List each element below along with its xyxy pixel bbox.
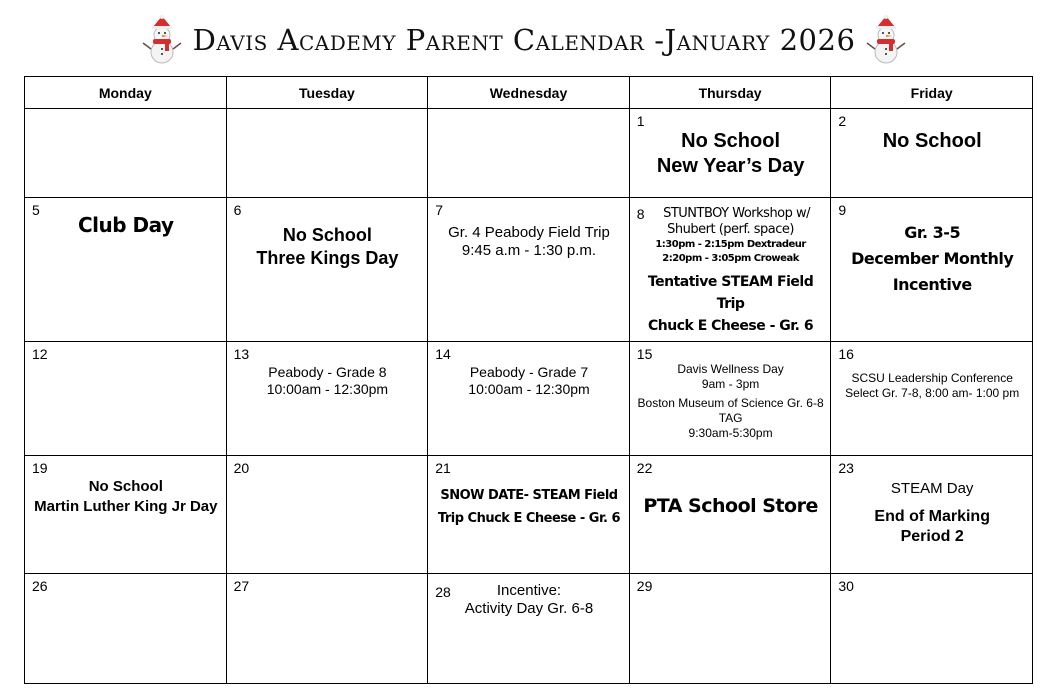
day-number: 6 bbox=[233, 202, 242, 218]
day-cell bbox=[226, 574, 428, 684]
day-cell bbox=[428, 198, 630, 342]
event-text: 2:20pm - 3:05pm Croweak bbox=[662, 253, 799, 264]
day-cell bbox=[831, 574, 1033, 684]
event-text: Incentive bbox=[892, 275, 972, 294]
event-text: STUNTBOY Workshop w/ bbox=[663, 206, 811, 221]
day-number: 8 bbox=[636, 206, 645, 222]
day-number: 27 bbox=[233, 578, 250, 594]
week-row bbox=[25, 574, 1033, 684]
day-cell bbox=[629, 574, 831, 684]
day-cell bbox=[428, 342, 630, 456]
weekday-header: Thursday bbox=[629, 77, 831, 109]
day-number: 12 bbox=[32, 346, 48, 362]
day-number: 16 bbox=[838, 346, 854, 362]
event-text: Boston Museum of Science Gr. 6-8 TAG bbox=[637, 396, 824, 425]
day-cell bbox=[25, 574, 227, 684]
weekday-header: Wednesday bbox=[428, 77, 630, 109]
day-cell bbox=[428, 109, 630, 198]
week-row bbox=[25, 456, 1033, 574]
event-text: 10:00am - 12:30pm bbox=[468, 381, 590, 397]
event-text: SNOW DATE- STEAM Field bbox=[440, 488, 618, 503]
day-cell bbox=[428, 574, 630, 684]
event-text: Incentive: bbox=[496, 582, 562, 599]
event-text: Chuck E Cheese - Gr. 6 bbox=[648, 318, 814, 334]
snowman-icon bbox=[865, 15, 907, 65]
day-cell bbox=[25, 198, 227, 342]
day-number: 22 bbox=[636, 460, 653, 476]
day-number: 7 bbox=[435, 202, 443, 218]
event-text: No School bbox=[282, 225, 372, 245]
day-number: 15 bbox=[636, 346, 653, 362]
page-title: Davis Academy Parent Calendar -January 2026 bbox=[192, 23, 856, 57]
event-text: 9:30am-5:30pm bbox=[688, 426, 773, 440]
event-text: 10:00am - 12:30pm bbox=[266, 381, 389, 397]
event-text: 9am - 3pm bbox=[701, 377, 760, 391]
day-number: 13 bbox=[233, 346, 250, 362]
calendar-grid bbox=[24, 76, 1033, 684]
event-text: Trip Chuck E Cheese - Gr. 6 bbox=[437, 511, 621, 526]
week-row bbox=[25, 198, 1033, 342]
day-number: 2 bbox=[838, 113, 847, 129]
event-text: PTA School Store bbox=[643, 495, 818, 517]
day-number: 23 bbox=[838, 460, 854, 476]
day-cell bbox=[629, 342, 831, 456]
day-cell bbox=[629, 456, 831, 574]
event-text: Martin Luther King Jr Day bbox=[34, 498, 218, 515]
day-cell bbox=[25, 342, 227, 456]
day-number: 21 bbox=[435, 460, 451, 476]
event-text: No School bbox=[681, 130, 781, 152]
event-text: Shubert (perf. space) bbox=[667, 222, 794, 237]
day-cell bbox=[226, 342, 428, 456]
event-text: No School bbox=[88, 478, 163, 495]
calendar-header bbox=[0, 10, 1048, 70]
day-number: 20 bbox=[233, 460, 250, 476]
day-number: 30 bbox=[838, 578, 854, 594]
day-cell bbox=[226, 198, 428, 342]
week-row bbox=[25, 342, 1033, 456]
week-row bbox=[25, 109, 1033, 198]
day-cell bbox=[831, 109, 1033, 198]
day-cell bbox=[25, 456, 227, 574]
day-cell bbox=[428, 456, 630, 574]
day-number: 29 bbox=[636, 578, 653, 594]
snowman-icon bbox=[141, 15, 183, 65]
day-number: 5 bbox=[32, 202, 40, 218]
event-text: Club Day bbox=[78, 213, 174, 237]
event-text: End of Marking bbox=[874, 508, 990, 525]
event-text: 1:30pm - 2:15pm Dextradeur bbox=[655, 239, 806, 250]
day-number: 19 bbox=[32, 460, 48, 476]
event-text: 9:45 a.m - 1:30 p.m. bbox=[461, 242, 597, 259]
day-number: 9 bbox=[838, 202, 847, 218]
weekday-header: Tuesday bbox=[226, 77, 428, 109]
event-text: SCSU Leadership Conference bbox=[851, 371, 1013, 385]
day-number: 28 bbox=[435, 584, 451, 600]
event-text: Period 2 bbox=[900, 528, 964, 545]
event-text: New Year’s Day bbox=[656, 155, 805, 177]
weekday-header-row bbox=[25, 77, 1033, 109]
weekday-header: Friday bbox=[831, 77, 1033, 109]
day-cell bbox=[831, 456, 1033, 574]
event-text: Gr. 3-5 bbox=[904, 223, 961, 242]
event-text: Activity Day Gr. 6-8 bbox=[464, 600, 594, 617]
day-number: 26 bbox=[32, 578, 48, 594]
day-cell bbox=[226, 109, 428, 198]
day-cell bbox=[25, 109, 227, 198]
event-text: STEAM Day bbox=[890, 480, 974, 497]
event-text: December Monthly bbox=[851, 249, 1014, 268]
day-cell bbox=[831, 342, 1033, 456]
day-cell bbox=[226, 456, 428, 574]
event-text: Three Kings Day bbox=[256, 248, 399, 268]
day-cell bbox=[831, 198, 1033, 342]
weekday-header: Monday bbox=[25, 77, 227, 109]
day-cell bbox=[629, 109, 831, 198]
event-text: Tentative STEAM Field Trip bbox=[647, 274, 814, 312]
day-cell bbox=[629, 198, 831, 342]
event-text: No School bbox=[882, 130, 982, 152]
event-text: Select Gr. 7-8, 8:00 am- 1:00 pm bbox=[845, 386, 1020, 400]
event-text: Gr. 4 Peabody Field Trip bbox=[448, 224, 610, 241]
event-text: Peabody - Grade 7 bbox=[469, 364, 589, 380]
day-number: 1 bbox=[636, 113, 645, 129]
event-text: Davis Wellness Day bbox=[677, 362, 784, 376]
day-number: 14 bbox=[435, 346, 451, 362]
event-text: Peabody - Grade 8 bbox=[268, 364, 387, 380]
